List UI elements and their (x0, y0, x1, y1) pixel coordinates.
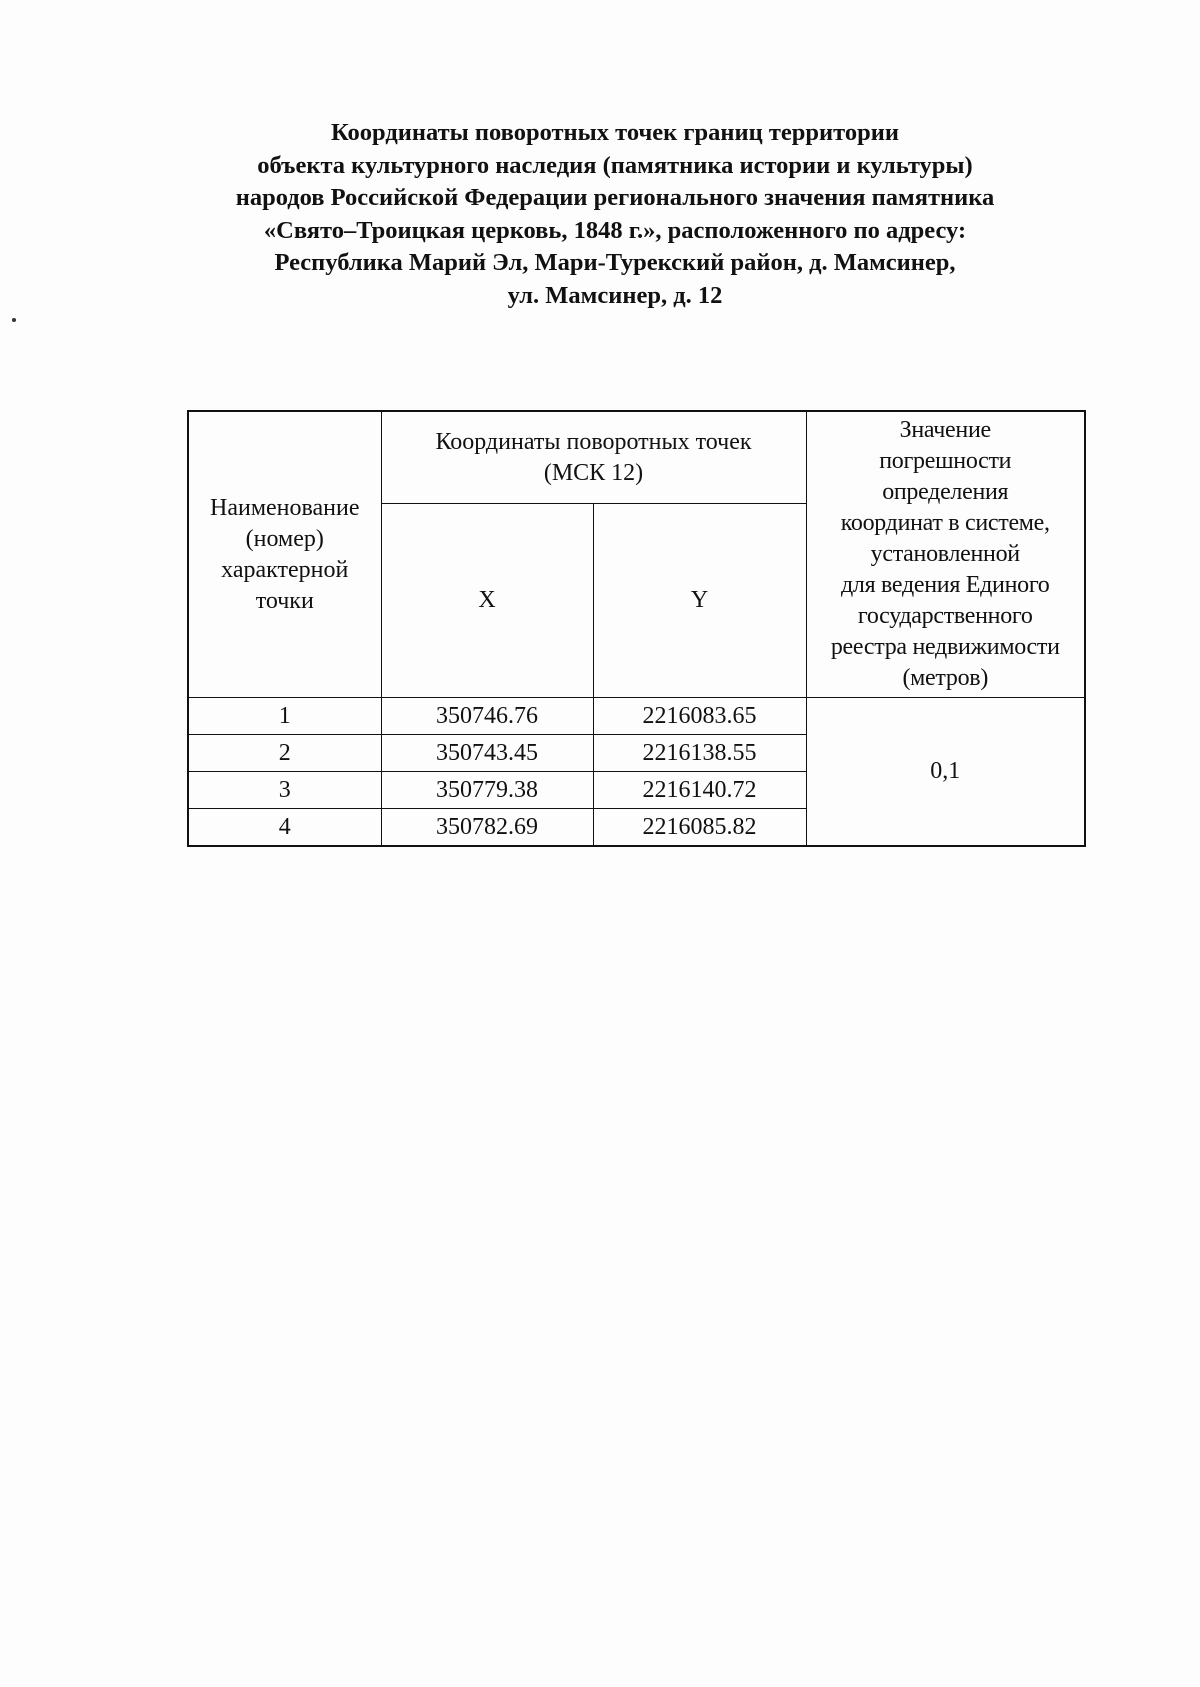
header-text: характерной (221, 556, 349, 583)
title-line: Республика Марий Эл, Мари-Турекский район, д. Мамсинер, (274, 249, 956, 276)
title-line: народов Российской Федерации регионального значения памятника (235, 184, 995, 211)
title-line: ул. Мамсинер, д. 12 (507, 281, 723, 309)
header-text: (МСК 12) (543, 459, 644, 486)
header-text: (номер) (245, 525, 324, 552)
header-text: реестра недвижимости (830, 634, 1060, 660)
header-text: погрешности (879, 448, 1012, 474)
x-value: 350746.76 (381, 698, 593, 735)
point-number: 1 (188, 698, 381, 735)
point-number: 4 (188, 809, 381, 847)
y-value: 2216138.55 (593, 735, 806, 772)
title-line: объекта культурного наследия (памятника истории и культуры) (257, 151, 973, 179)
title-line: «Свято–Троицкая церковь, 1848 г.», расположенного по адресу: (263, 216, 967, 244)
header-x: X (381, 504, 593, 698)
x-value: 350779.38 (381, 772, 593, 809)
header-coordinates (381, 411, 806, 504)
header-y: Y (593, 504, 806, 698)
header-text: для ведения Единого (841, 572, 1050, 598)
y-value: 2216085.82 (593, 809, 806, 847)
header-text: Наименование (209, 494, 360, 521)
header-point-name (188, 411, 381, 698)
header-text: установленной (870, 541, 1020, 567)
header-error (806, 411, 1085, 698)
header-text: точки (255, 587, 314, 614)
title-line: Координаты поворотных точек границ территории (331, 119, 899, 146)
y-value: 2216140.72 (593, 772, 806, 809)
header-text: Значение (899, 417, 991, 443)
header-text: государственного (857, 603, 1033, 629)
point-number: 2 (188, 735, 381, 772)
header-text: Координаты поворотных точек (435, 428, 752, 455)
header-text: координат в системе, (840, 510, 1050, 536)
document-title (150, 117, 1080, 312)
x-value: 350782.69 (381, 809, 593, 847)
table-row (188, 698, 1085, 735)
header-text: (метров) (902, 665, 989, 691)
coordinates-table (187, 410, 1086, 847)
y-value: 2216083.65 (593, 698, 806, 735)
table-header-row (188, 411, 1085, 504)
scan-speck (12, 318, 16, 322)
header-text: определения (882, 479, 1009, 505)
point-number: 3 (188, 772, 381, 809)
error-value: 0,1 (806, 698, 1085, 847)
x-value: 350743.45 (381, 735, 593, 772)
